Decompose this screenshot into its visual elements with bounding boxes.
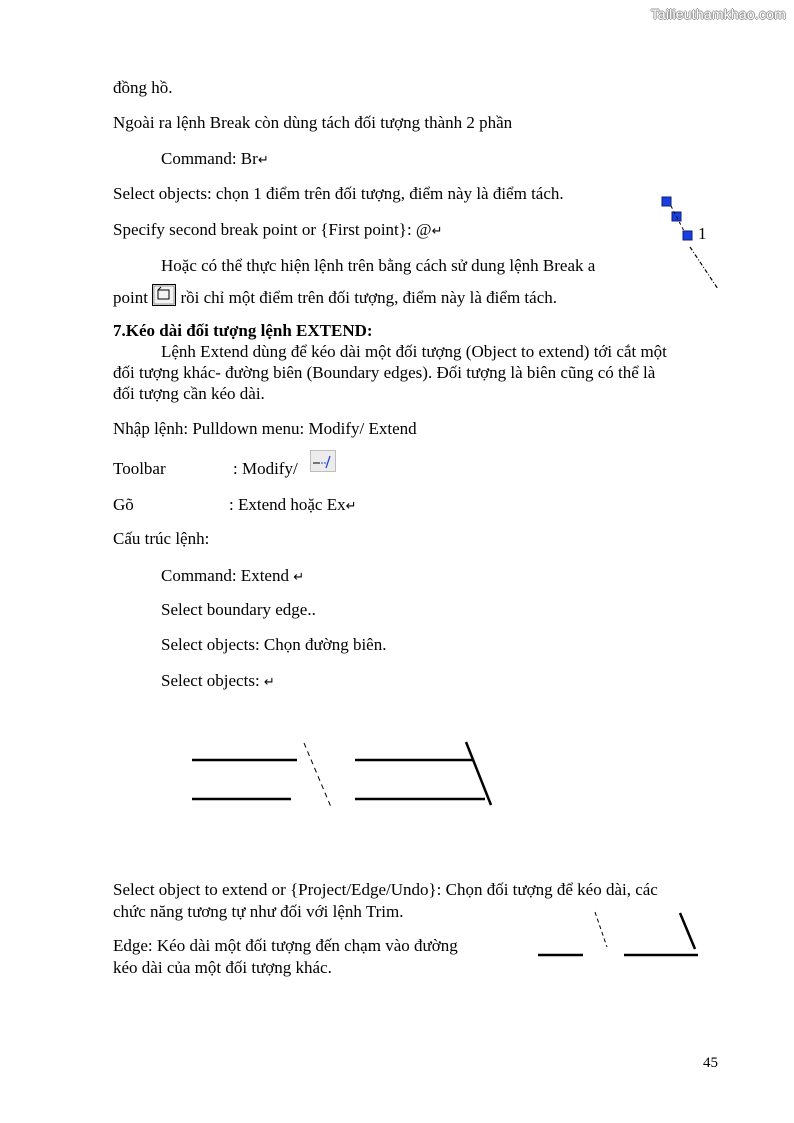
prompt-text: Specify second break point or {First point}: @: [113, 220, 432, 239]
text-line: Toolbar: [113, 459, 166, 478]
text-line: Select object to extend or {Project/Edge/Undo}: Chọn đối tượng để kéo dài, các: [113, 880, 658, 899]
watermark: Tailieuthamkhao.com: [650, 6, 786, 22]
text-line: kéo dài của một đối tượng khác.: [113, 958, 332, 977]
text-line: Select boundary edge..: [161, 600, 316, 619]
command-line: [161, 148, 269, 171]
grip-square: [662, 197, 671, 206]
break-point-label: 1: [698, 224, 707, 243]
break-point-figure: [650, 185, 730, 295]
text-line: [113, 284, 557, 311]
text-line: Edge: Kéo dài một đối tượng đến chạm vào đường: [113, 936, 458, 955]
command-text: Command: Extend: [161, 566, 289, 585]
extend-icon: [310, 450, 336, 477]
return-symbol: ↵: [263, 675, 275, 690]
edge-extend-diagram: [535, 905, 705, 965]
section-heading: 7.Kéo dài đối tượng lệnh EXTEND:: [113, 321, 373, 340]
grip-square: [683, 231, 692, 240]
text-fragment: rồi chỉ một điểm trên đối tượng, điểm này là điểm tách.: [180, 288, 557, 307]
return-symbol: ↵: [431, 224, 443, 239]
text-line: đối tượng khác- đường biên (Boundary edges). Đối tượng là biên cũng có thể là: [113, 363, 656, 382]
text-line: Ngoài ra lệnh Break còn dùng tách đối tượng thành 2 phần: [113, 113, 513, 132]
grip-square: [672, 212, 681, 221]
text-line: Lệnh Extend dùng để kéo dài một đối tượng (Object to extend) tới cắt một: [161, 342, 667, 361]
text-line: đối tượng cần kéo dài.: [113, 384, 265, 403]
text-line: Gõ: [113, 495, 134, 514]
text-line: Cấu trúc lệnh:: [113, 529, 210, 548]
text-line: Nhập lệnh: Pulldown menu: Modify/ Extend: [113, 419, 417, 438]
command-line: [113, 219, 442, 242]
return-symbol: ↵: [257, 153, 269, 168]
page-number: 45: [703, 1055, 718, 1071]
text-fragment: point: [113, 288, 148, 307]
text-line: Select objects: chọn 1 điểm trên đối tượng, điểm này là điểm tách.: [113, 184, 564, 203]
break-at-point-icon: [152, 284, 176, 311]
extend-diagram: [185, 735, 505, 815]
return-symbol: ↵: [345, 499, 357, 514]
command-text: : Extend hoặc Ex: [229, 495, 346, 514]
return-symbol: ↵: [293, 570, 305, 585]
text-line: : Modify/: [233, 459, 298, 478]
text-line: Hoặc có thể thực hiện lệnh trên bằng cách sử dung lệnh Break a: [161, 256, 596, 275]
command-text: Command: Br: [161, 149, 258, 168]
command-text: Select objects:: [161, 671, 260, 690]
text-line: Select objects: Chọn đường biên.: [161, 635, 387, 654]
command-line: [161, 565, 304, 588]
command-line: [229, 494, 357, 517]
text-line: đồng hồ.: [113, 78, 173, 97]
text-line: chức năng tương tự như đối với lệnh Trim.: [113, 902, 404, 921]
command-line: [161, 670, 275, 693]
